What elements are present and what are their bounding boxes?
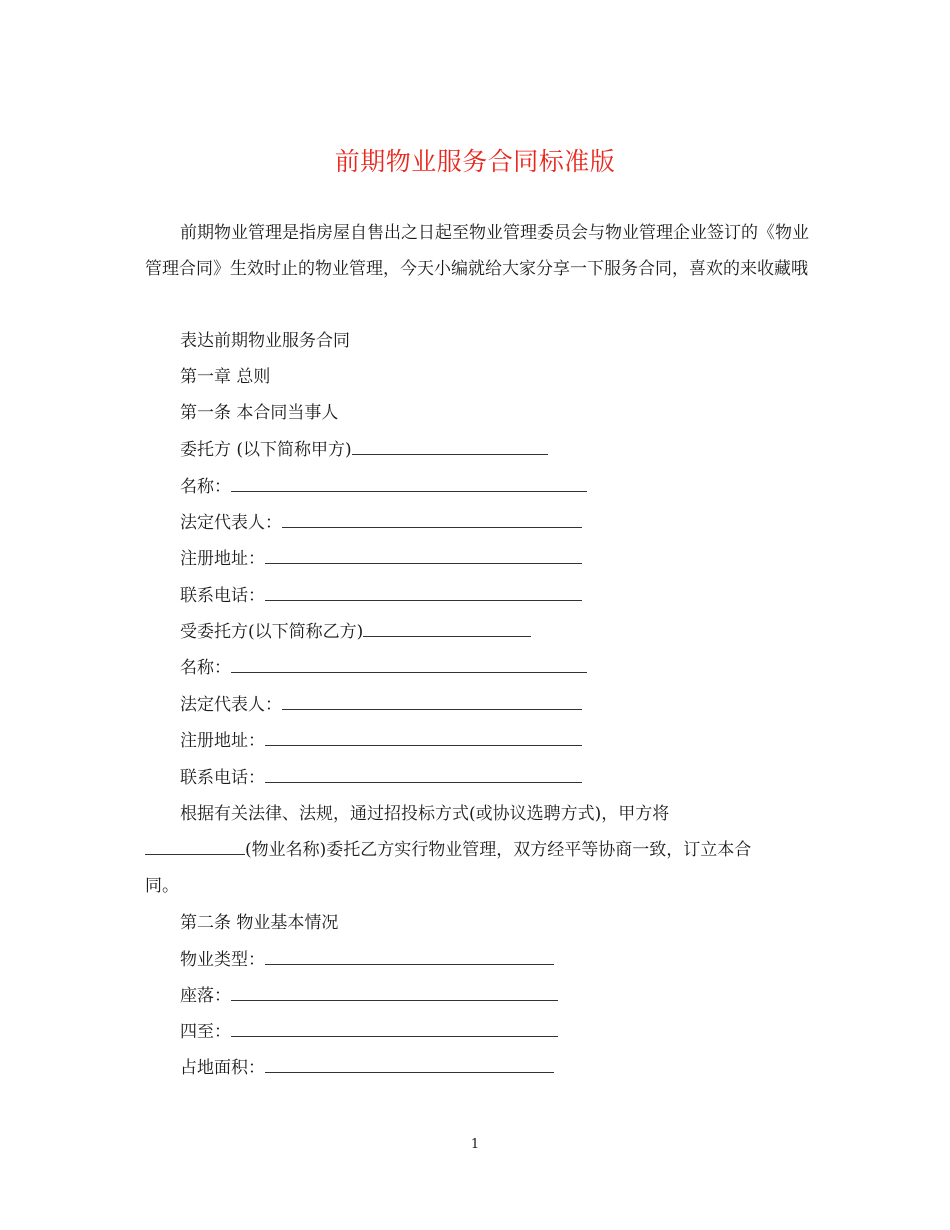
party-a-row	[180, 439, 548, 461]
document-title: 前期物业服务合同标准版	[334, 147, 616, 176]
party-a-label: 委托方 (以下简称甲方)	[180, 440, 352, 460]
party-b-row	[180, 621, 531, 643]
fill-in-blank[interactable]	[265, 1057, 554, 1073]
intro-paragraph: 前期物业管理是指房屋自售出之日起至物业管理委员会与物业管理企业签订的《物业管理合同》生效时止的物业管理，今天小编就给大家分享一下服务合同，喜欢的来收藏哦	[145, 223, 809, 279]
agreement-line-3: 同。	[145, 876, 179, 896]
property-land-area-row	[180, 1057, 554, 1079]
party-b-address-row	[180, 730, 582, 752]
property-type-row	[180, 949, 554, 971]
party-b-phone-row	[180, 767, 582, 789]
field-label: 物业类型：	[180, 950, 265, 970]
fill-in-blank[interactable]	[363, 621, 531, 637]
field-label: 联系电话：	[180, 768, 265, 788]
field-label: 四至：	[180, 1022, 231, 1042]
fill-in-blank[interactable]	[265, 585, 582, 601]
fill-in-blank[interactable]	[265, 548, 582, 564]
agreement-line-1: 根据有关法律、法规，通过招投标方式(或协议选聘方式)，甲方将	[180, 804, 670, 824]
party-a-legal-rep-row	[180, 512, 582, 534]
party-a-phone-row	[180, 585, 582, 607]
field-label: 名称：	[180, 658, 231, 678]
fill-in-blank[interactable]	[265, 730, 582, 746]
fill-in-blank[interactable]	[231, 476, 587, 492]
field-label: 名称：	[180, 477, 231, 497]
chapter-heading: 第一章 总则	[180, 367, 271, 387]
contract-heading: 表达前期物业服务合同	[180, 331, 350, 351]
fill-in-blank[interactable]	[231, 657, 587, 673]
field-label: 占地面积：	[180, 1058, 265, 1078]
property-location-row	[180, 985, 558, 1007]
fill-in-blank[interactable]	[282, 512, 582, 528]
fill-in-blank[interactable]	[265, 949, 554, 965]
field-label: 注册地址：	[180, 549, 265, 569]
field-label: 联系电话：	[180, 586, 265, 606]
fill-in-blank[interactable]	[282, 694, 582, 710]
article-2-heading: 第二条 物业基本情况	[180, 913, 339, 933]
agreement-line-2	[145, 839, 751, 861]
party-a-name-row	[180, 476, 587, 498]
party-a-address-row	[180, 548, 582, 570]
field-label: 注册地址：	[180, 731, 265, 751]
party-b-name-row	[180, 657, 587, 679]
property-boundaries-row	[180, 1021, 558, 1043]
field-label: 法定代表人：	[180, 695, 282, 715]
field-label: 座落：	[180, 986, 231, 1006]
agreement-text: (物业名称)委托乙方实行物业管理，双方经平等协商一致，订立本合	[245, 840, 752, 860]
fill-in-blank[interactable]	[352, 439, 548, 455]
party-b-legal-rep-row	[180, 694, 582, 716]
party-b-label: 受委托方(以下简称乙方)	[180, 622, 364, 642]
article-heading: 第一条 本合同当事人	[180, 403, 339, 423]
page-number: 1	[470, 1137, 480, 1152]
field-label: 法定代表人：	[180, 513, 282, 533]
fill-in-blank[interactable]	[145, 839, 245, 855]
fill-in-blank[interactable]	[231, 1021, 558, 1037]
fill-in-blank[interactable]	[231, 985, 558, 1001]
fill-in-blank[interactable]	[265, 767, 582, 783]
